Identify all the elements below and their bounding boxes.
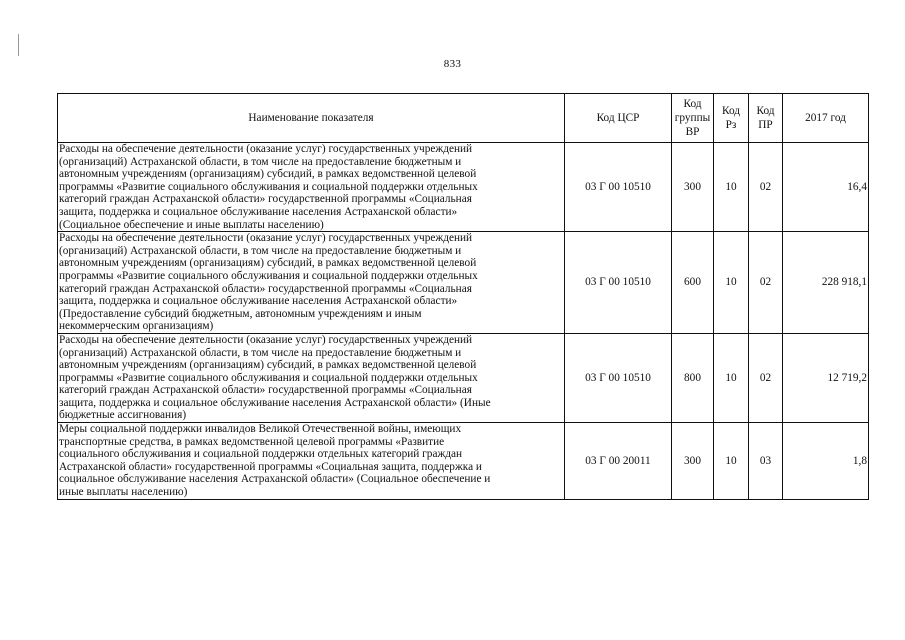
row-name-cell: [58, 423, 565, 500]
row-name-line: (организаций) Астраханской области, в том числе на предоставление бюджетным и: [59, 244, 462, 257]
row-name-line: транспортные средства, в рамках ведомственной целевой программы «Развитие: [59, 435, 445, 448]
row-name-line: иные выплаты населению): [59, 486, 188, 499]
header-vr-line1: Код: [683, 98, 702, 110]
row-amount-cell: 12 719,2: [783, 333, 869, 422]
row-name-line: программы «Развитие социального обслуживания и социальной поддержки отдельных: [59, 371, 478, 384]
row-pr-cell: 02: [749, 232, 783, 334]
row-name-line: Меры социальной поддержки инвалидов Великой Отечественной войны, имеющих: [59, 423, 462, 436]
row-name-cell: [58, 232, 565, 334]
table-row: [58, 333, 869, 422]
row-name-line: защита, поддержка и социальное обслуживание населения Астраханской области» (Иные: [59, 396, 491, 409]
header-vr: [672, 94, 714, 143]
row-name-line: (Социальное обеспечение и иные выплаты населению): [59, 218, 324, 231]
row-name-line: (организаций) Астраханской области, в том числе на предоставление бюджетным и: [59, 155, 462, 168]
row-name-line: (Предоставление субсидий бюджетным, автономным учреждениям и иным: [59, 307, 422, 320]
row-name-line: программы «Развитие социального обслуживания и социальной поддержки отдельных: [59, 269, 478, 282]
header-pr-line1: Код: [756, 105, 775, 117]
row-pr-cell: 02: [749, 143, 783, 232]
row-name-line: бюджетные ассигнования): [59, 409, 187, 422]
row-amount-cell: 228 918,1: [783, 232, 869, 334]
header-vr-line3: ВР: [685, 126, 700, 138]
table-body: [58, 143, 869, 500]
row-name-line: категорий граждан Астраханской области» государственной программы «Социальная: [59, 384, 472, 397]
header-rz-line2: Рз: [725, 119, 737, 131]
row-pr-cell: 03: [749, 423, 783, 500]
row-name-line: социального обслуживания и социальной поддержки отдельных категорий граждан: [59, 448, 463, 461]
row-rz-cell: 10: [714, 232, 749, 334]
row-name-line: автономным учреждениям (организациям) субсидий, в рамках ведомственной целевой: [59, 359, 477, 372]
row-name-line: защита, поддержка и социальное обслуживание населения Астраханской области»: [59, 295, 458, 308]
row-csr-cell: 03 Г 00 10510: [565, 333, 672, 422]
row-amount-cell: 1,8: [783, 423, 869, 500]
row-name-line: автономным учреждениям (организациям) субсидий, в рамках ведомственной целевой: [59, 168, 477, 181]
header-csr: Код ЦСР: [565, 94, 672, 143]
header-pr-line2: ПР: [758, 119, 773, 131]
header-rz-line1: Код: [721, 105, 741, 117]
row-rz-cell: 10: [714, 423, 749, 500]
row-name-line: категорий граждан Астраханской области» государственной программы «Социальная: [59, 282, 472, 295]
row-vr-cell: 800: [672, 333, 714, 422]
row-name-line: Расходы на обеспечение деятельности (оказание услуг) государственных учреждений: [59, 232, 473, 245]
header-name: Наименование показателя: [58, 94, 565, 143]
budget-table: [57, 93, 869, 500]
row-name-line: социальное обслуживание населения Астраханской области» (Социальное обеспечение и: [59, 473, 491, 486]
row-name-cell: [58, 333, 565, 422]
header-pr: [749, 94, 783, 143]
row-name-line: Расходы на обеспечение деятельности (оказание услуг) государственных учреждений: [59, 143, 473, 155]
row-name-cell: [58, 143, 565, 232]
row-name-line: Астраханской области» государственной программы «Социальная защита, поддержка и: [59, 460, 482, 473]
header-rz: [714, 94, 749, 143]
row-csr-cell: 03 Г 00 10510: [565, 143, 672, 232]
row-pr-cell: 02: [749, 333, 783, 422]
row-rz-cell: 10: [714, 333, 749, 422]
row-vr-cell: 600: [672, 232, 714, 334]
header-vr-line2: группы: [674, 112, 711, 124]
row-rz-cell: 10: [714, 143, 749, 232]
row-name-line: категорий граждан Астраханской области» государственной программы «Социальная: [59, 193, 472, 206]
row-vr-cell: 300: [672, 423, 714, 500]
row-name-line: защита, поддержка и социальное обслуживание населения Астраханской области»: [59, 205, 458, 218]
row-name-line: некоммерческим организациям): [59, 320, 214, 333]
table-row: [58, 232, 869, 334]
row-vr-cell: 300: [672, 143, 714, 232]
page-number: 833: [443, 58, 462, 70]
row-name-line: (организаций) Астраханской области, в том числе на предоставление бюджетным и: [59, 346, 462, 359]
table-row: [58, 423, 869, 500]
row-name-line: автономным учреждениям (организациям) субсидий, в рамках ведомственной целевой: [59, 257, 477, 270]
row-amount-cell: 16,4: [783, 143, 869, 232]
table-row: [58, 143, 869, 232]
row-name-line: программы «Развитие социального обслуживания и социальной поддержки отдельных: [59, 180, 478, 193]
row-name-line: Расходы на обеспечение деятельности (оказание услуг) государственных учреждений: [59, 333, 473, 346]
table-header-row: [58, 94, 869, 143]
scan-margin-mark: [18, 34, 19, 56]
row-csr-cell: 03 Г 00 10510: [565, 232, 672, 334]
header-year: 2017 год: [783, 94, 869, 143]
row-csr-cell: 03 Г 00 20011: [565, 423, 672, 500]
